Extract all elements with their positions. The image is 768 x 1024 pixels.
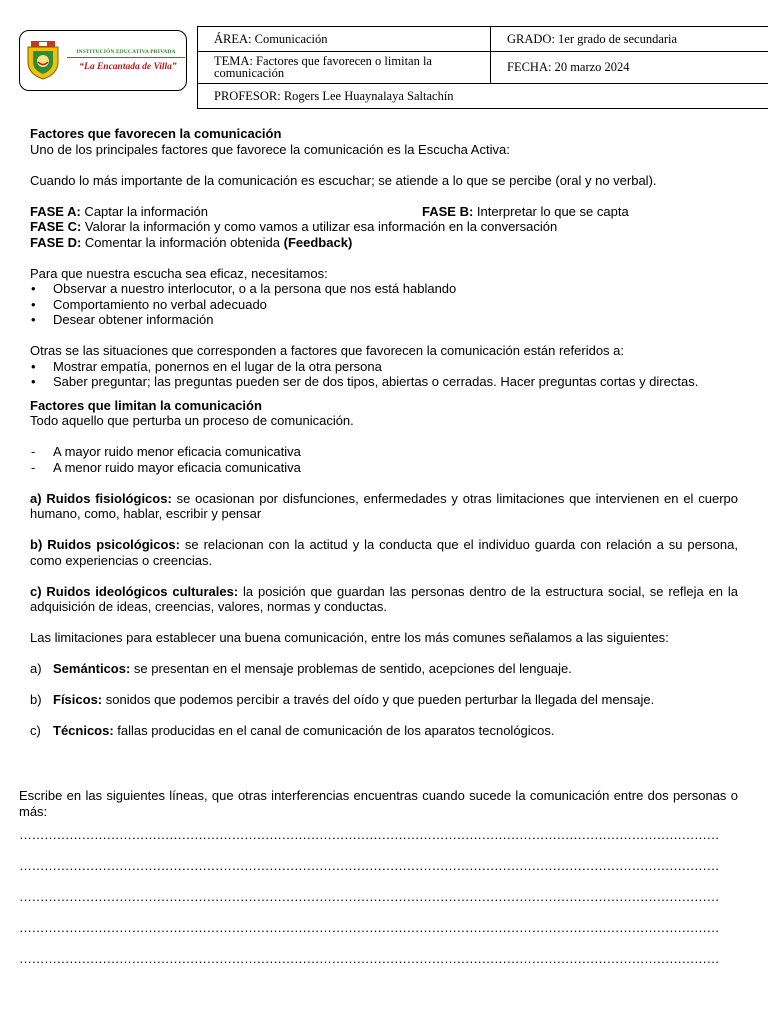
list-item: • Comportamiento no verbal adecuado: [30, 297, 738, 313]
necesitamos-intro: Para que nuestra escucha sea eficaz, necesitamos:: [30, 265, 328, 281]
list-item: [30, 661, 738, 677]
institution-name: INSTITUCIÓN EDUCATIVA PRIVADA: [76, 49, 176, 55]
fase-c-row: [30, 219, 738, 235]
school-shield-icon: [25, 40, 61, 85]
answer-line[interactable]: ……………………………………………………………………………………………………………………………………………………: [19, 951, 719, 966]
list-item: [30, 723, 738, 739]
answer-line[interactable]: ……………………………………………………………………………………………………………………………………………………: [19, 920, 719, 935]
answer-line[interactable]: ……………………………………………………………………………………………………………………………………………………: [19, 858, 719, 873]
fase-c-label: FASE C:: [30, 219, 82, 234]
fase-a-label: FASE A:: [30, 203, 81, 219]
limitacion-label: Semánticos:: [53, 661, 131, 676]
limitacion-label: Técnicos:: [53, 723, 114, 738]
limitacion-text: sonidos que podemos percibir a través del oído y que pueden perturbar la llegada del mensaje.: [102, 692, 655, 707]
list-item: [30, 692, 738, 708]
institution-motto: “La Encantada de Villa”: [79, 62, 177, 72]
fase-d-row: [30, 235, 738, 251]
list-item: - A menor ruido mayor eficacia comunicativa: [30, 460, 738, 476]
fase-d-feedback: (Feedback): [283, 234, 353, 250]
limitaciones-list: [30, 661, 738, 739]
list-item: • Observar a nuestro interlocutor, o a la persona que nos está hablando: [30, 281, 738, 297]
answer-line[interactable]: ……………………………………………………………………………………………………………………………………………………: [19, 889, 719, 904]
fase-d-label: FASE D:: [30, 234, 82, 250]
psicologicos-text: se relacionan con la actitud y la conducta que el individuo guarda con relación a su persona, como experiencias o creencias.: [30, 537, 738, 568]
limitacion-text: se presentan en el mensaje problemas de sentido, acepciones del lenguaje.: [130, 661, 572, 676]
ruidos-psicologicos: [30, 537, 738, 568]
fase-d-text: Comentar la información obtenida: [81, 234, 284, 250]
list-marker: b): [30, 692, 42, 707]
ruidos-fisiologicos: [30, 491, 738, 522]
escuchar-paragraph: Cuando lo más importante de la comunicación es escuchar; se atiende a lo que se percibe (oral y no verbal).: [30, 172, 657, 188]
otras-list: [30, 359, 738, 390]
answer-line[interactable]: ……………………………………………………………………………………………………………………………………………………: [19, 827, 719, 842]
area-cell: ÁREA: Comunicación: [198, 27, 491, 52]
fase-ab-row: [30, 204, 738, 220]
fase-c-text: Valorar la información y como vamos a utilizar esa información en la conversación: [81, 219, 558, 234]
section-title-favorecen: Factores que favorecen la comunicación: [30, 126, 282, 141]
list-item: • Desear obtener información: [30, 312, 738, 328]
fase-a-text: Captar la información: [80, 203, 208, 219]
ruido-list: [30, 444, 738, 475]
fecha-cell: FECHA: 20 marzo 2024: [491, 52, 768, 83]
ruidos-ideologicos: [30, 584, 738, 615]
exercise-prompt: Escribe en las siguientes líneas, que otras interferencias encuentras cuando sucede la comunicación entre dos personas o más:: [19, 788, 738, 819]
list-item: • Saber preguntar; las preguntas pueden ser de dos tipos, abiertas o cerradas. Hacer preguntas cortas y directas.: [30, 374, 738, 390]
fisiologicos-label: a) Ruidos fisiológicos:: [30, 490, 172, 506]
grado-cell: GRADO: 1er grado de secundaria: [491, 27, 768, 52]
profesor-cell: PROFESOR: Rogers Lee Huaynalaya Saltachín: [198, 83, 768, 108]
necesitamos-list: [30, 281, 738, 328]
tema-cell: TEMA: Factores que favorecen o limitan la comunicación: [198, 52, 491, 83]
fase-b-text: Interpretar lo que se capta: [473, 203, 629, 219]
school-logo: [19, 30, 187, 91]
institution-divider: [67, 57, 185, 58]
fase-b-label: FASE B:: [422, 203, 474, 219]
exercise-section: [19, 788, 738, 974]
limitaciones-intro: Las limitaciones para establecer una buena comunicación, entre los más comunes señalamos a las siguientes:: [30, 630, 669, 645]
header-table: [197, 26, 768, 109]
otras-intro: Otras se las situaciones que corresponden a factores que favorecen la comunicación están referidos a:: [30, 343, 625, 358]
limitacion-text: fallas producidas en el canal de comunicación de los aparatos tecnológicos.: [113, 723, 555, 738]
list-marker: a): [30, 661, 42, 676]
list-marker: c): [30, 723, 41, 738]
list-item: • Mostrar empatía, ponernos en el lugar de la otra persona: [30, 359, 738, 375]
limitan-intro: Todo aquello que perturba un proceso de comunicación.: [30, 413, 354, 428]
escucha-activa-intro: Uno de los principales factores que favorece la comunicación es la Escucha Activa:: [30, 141, 510, 157]
document-body: [30, 126, 738, 754]
section-title-limitan: Factores que limitan la comunicación: [30, 397, 262, 413]
limitacion-label: Físicos:: [53, 692, 103, 707]
list-item: - A mayor ruido menor eficacia comunicativa: [30, 444, 738, 460]
ideologicos-text: la posición que guardan las personas dentro de la estructura social, se refleja en la adquisición de ideas, creencias, valores, normas y conductas.: [30, 583, 739, 614]
fisiologicos-text: se ocasionan por disfunciones, enfermedades y otras limitaciones que intervienen en el cuerpo humano, como, hablar, escribir y pensar: [30, 490, 738, 521]
psicologicos-label: b) Ruidos psicológicos:: [30, 537, 180, 552]
ideologicos-label: c) Ruidos ideológicos culturales:: [30, 583, 239, 599]
